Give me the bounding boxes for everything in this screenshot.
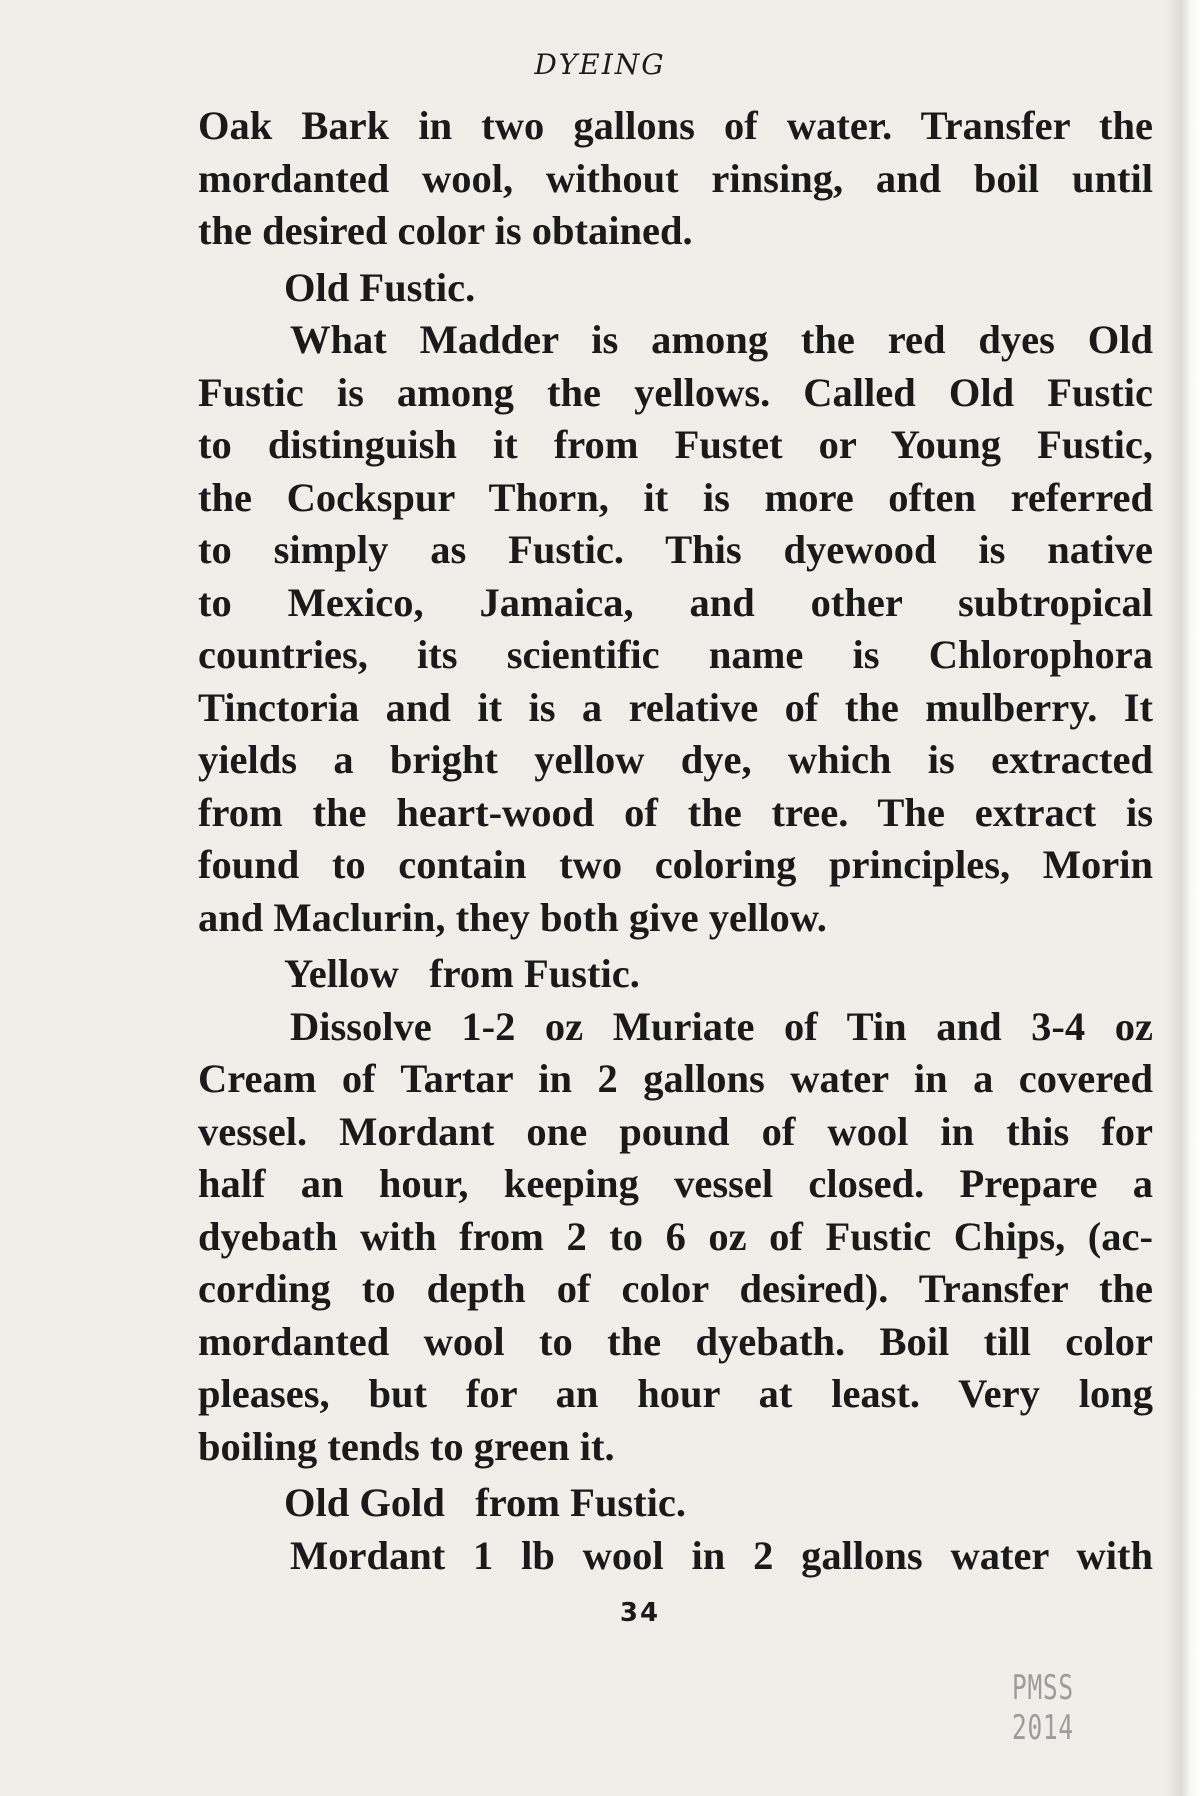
section-heading-old-fustic: Old Fustic. bbox=[284, 264, 476, 310]
page-edge-shadow bbox=[1166, 0, 1200, 1796]
section-heading-yellow-from-fustic: Yellow from Fustic. bbox=[284, 951, 640, 996]
text-line: mordanted wool to the dyebath. Boil till color bbox=[198, 1318, 1153, 1364]
text-line: to simply as Fustic. This dyewood is native bbox=[198, 527, 1153, 572]
text-line: vessel. Mordant one pound of wool in this for bbox=[198, 1108, 1153, 1154]
text-line: found to contain two coloring principles, Morin bbox=[198, 842, 1153, 887]
text-line: mordanted wool, without rinsing, and boil until bbox=[198, 155, 1153, 201]
page-number: 34 bbox=[619, 1598, 661, 1628]
text-line: Cream of Tartar in 2 gallons water in a covered bbox=[198, 1056, 1153, 1101]
section-heading-old-gold-from-fustic: Old Gold from Fustic. bbox=[284, 1480, 687, 1525]
text-line: Mordant 1 lb wool in 2 gallons water with bbox=[290, 1532, 1153, 1578]
text-line: Fustic is among the yellows. Called Old Fustic bbox=[198, 369, 1153, 415]
text-line: half an hour, keeping vessel closed. Prepare a bbox=[198, 1161, 1153, 1206]
text-line: cording to depth of color desired). Transfer the bbox=[198, 1266, 1153, 1311]
text-line: yields a bright yellow dye, which is extracted bbox=[198, 737, 1153, 782]
text-line: from the heart-wood of the tree. The extract is bbox=[198, 789, 1153, 835]
text-line: What Madder is among the red dyes Old bbox=[290, 317, 1153, 362]
text-line: dyebath with from 2 to 6 oz of Fustic Chips, (ac- bbox=[198, 1213, 1153, 1259]
text-line: Dissolve 1-2 oz Muriate of Tin and 3-4 oz bbox=[290, 1003, 1153, 1049]
text-line: countries, its scientific name is Chlorophora bbox=[198, 632, 1153, 677]
text-line: Tinctoria and it is a relative of the mulberry. It bbox=[198, 684, 1153, 730]
text-line: pleases, but for an hour at least. Very long bbox=[198, 1371, 1153, 1416]
text-line: and Maclurin, they both give yellow. bbox=[198, 894, 827, 940]
running-head: DYEING bbox=[534, 48, 666, 81]
text-line: to Mexico, Jamaica, and other subtropical bbox=[198, 579, 1153, 625]
text-line: boiling tends to green it. bbox=[198, 1423, 615, 1469]
text-line: to distinguish it from Fustet or Young Fustic, bbox=[198, 422, 1153, 467]
text-line: the Cockspur Thorn, it is more often referred bbox=[198, 474, 1153, 520]
body-text bbox=[198, 100, 1153, 1582]
watermark: PMSS 2014 bbox=[1012, 1668, 1074, 1748]
text-line: the desired color is obtained. bbox=[198, 208, 693, 253]
text-line: Oak Bark in two gallons of water. Transfer the bbox=[198, 103, 1153, 148]
